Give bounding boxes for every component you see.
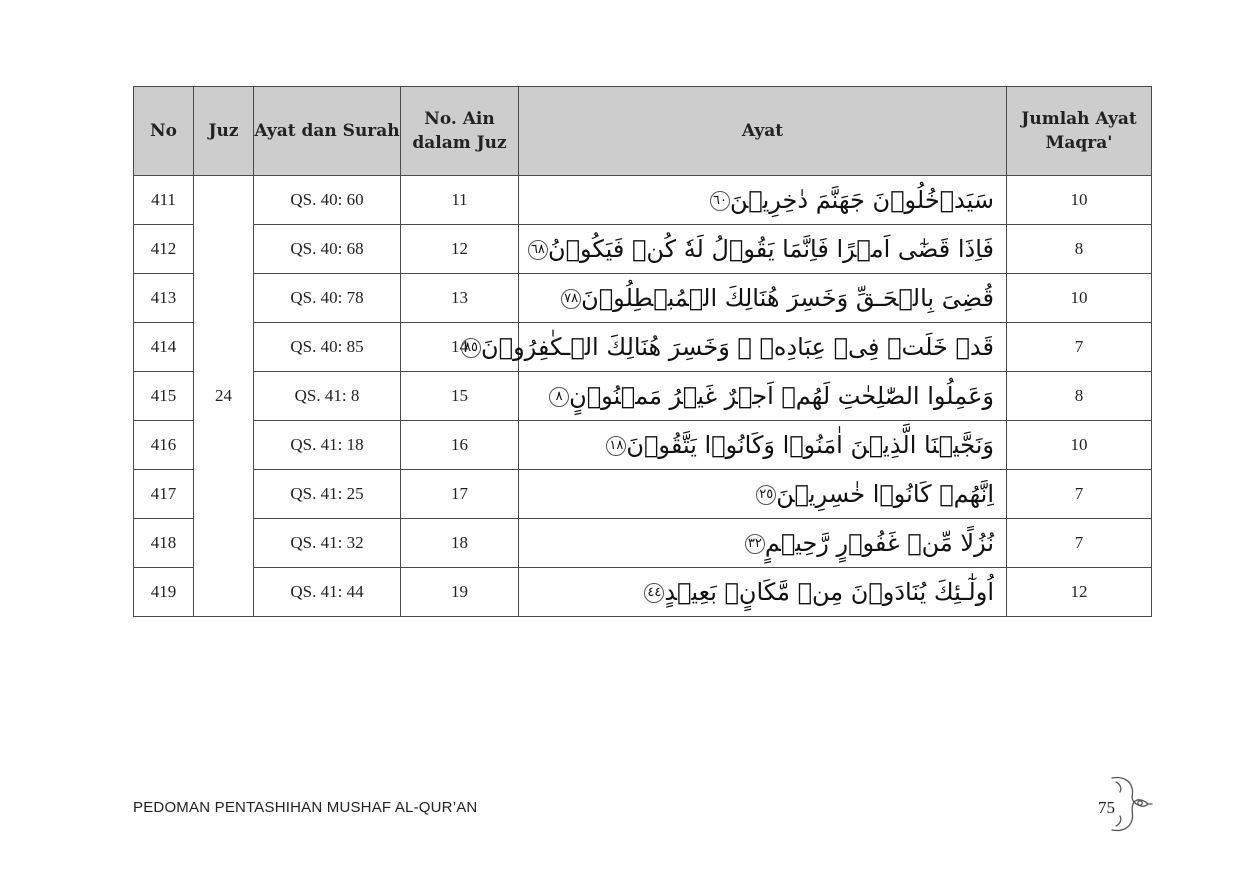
table-row — [134, 176, 1152, 225]
header-no-ain-line2: dalam Juz — [412, 133, 507, 153]
row-no: 412 — [134, 225, 194, 274]
ayat-text: سَيَدۡخُلُوۡنَ جَهَنَّمَ دٰخِرِيۡنَ — [729, 186, 994, 214]
table-header-row — [134, 87, 1152, 176]
table-row — [134, 519, 1152, 568]
table-row — [134, 568, 1152, 617]
ayah-end-marker: ٨ — [549, 387, 569, 407]
row-ain: 12 — [401, 225, 519, 274]
row-surah: QS. 41: 25 — [254, 470, 401, 519]
header-no: No — [134, 87, 194, 176]
footer-book-title: PEDOMAN PENTASHIHAN MUSHAF AL-QUR’AN — [133, 799, 478, 816]
row-no: 416 — [134, 421, 194, 470]
row-surah: QS. 41: 32 — [254, 519, 401, 568]
ayat-text: وَنَجَّيۡنَا الَّذِيۡنَ اٰمَنُوۡا وَكَانُوۡا يَتَّقُوۡنَ — [626, 431, 994, 459]
header-juz: Juz — [194, 87, 254, 176]
row-ain: 18 — [401, 519, 519, 568]
row-no: 413 — [134, 274, 194, 323]
row-no: 415 — [134, 372, 194, 421]
maqra-table — [133, 86, 1152, 617]
row-ayat — [519, 176, 1007, 225]
ayat-text: قُضِىَ بِالۡحَـقِّ وَخَسِرَ هُنَالِكَ الۡمُبۡطِلُوۡنَ — [581, 284, 994, 312]
ayah-end-marker: ٢٥ — [756, 485, 776, 505]
row-ayat — [519, 225, 1007, 274]
row-surah: QS. 41: 8 — [254, 372, 401, 421]
ayat-text: وَعَمِلُوا الصّٰلِحٰتِ لَهُمۡ اَجۡرٌ غَيۡرُ مَمۡنُوۡنٍ — [569, 382, 994, 410]
header-no-ain-line1: No. Ain — [424, 109, 495, 129]
row-jumlah: 8 — [1007, 225, 1152, 274]
juz-cell: 24 — [194, 176, 254, 617]
ayah-end-marker: ٣٢ — [745, 534, 765, 554]
header-ayat-dan-surah: Ayat dan Surah — [254, 87, 401, 176]
row-jumlah: 10 — [1007, 176, 1152, 225]
row-ayat — [519, 519, 1007, 568]
row-surah: QS. 41: 18 — [254, 421, 401, 470]
row-surah: QS. 41: 44 — [254, 568, 401, 617]
row-no: 418 — [134, 519, 194, 568]
row-no: 419 — [134, 568, 194, 617]
row-ain: 13 — [401, 274, 519, 323]
header-jumlah-ayat — [1007, 87, 1152, 176]
row-ayat — [519, 372, 1007, 421]
header-ayat: Ayat — [519, 87, 1007, 176]
ayah-end-marker: ٤٤ — [644, 583, 664, 603]
table-row — [134, 421, 1152, 470]
ayah-end-marker: ٧٨ — [561, 289, 581, 309]
row-ain: 11 — [401, 176, 519, 225]
row-jumlah: 8 — [1007, 372, 1152, 421]
table-row — [134, 274, 1152, 323]
ayah-end-marker: ٦٠ — [710, 191, 730, 211]
header-jumlah-line1: Jumlah Ayat — [1021, 109, 1137, 129]
row-jumlah: 7 — [1007, 519, 1152, 568]
header-jumlah-line2: Maqra' — [1045, 133, 1113, 153]
row-surah: QS. 40: 60 — [254, 176, 401, 225]
row-ayat — [519, 470, 1007, 519]
ayah-end-marker: ٦٨ — [528, 240, 548, 260]
row-no: 414 — [134, 323, 194, 372]
row-jumlah: 10 — [1007, 274, 1152, 323]
row-jumlah: 7 — [1007, 323, 1152, 372]
page-number: 75 — [1098, 798, 1115, 817]
table-row — [134, 470, 1152, 519]
row-surah: QS. 40: 85 — [254, 323, 401, 372]
ayah-end-marker: ٨٥ — [461, 338, 481, 358]
table-row — [134, 372, 1152, 421]
row-jumlah: 12 — [1007, 568, 1152, 617]
row-surah: QS. 40: 78 — [254, 274, 401, 323]
row-no: 417 — [134, 470, 194, 519]
ayat-text: اِنَّهُمۡ كَانُوۡا خٰسِرِيۡنَ — [776, 480, 994, 508]
row-ain: 16 — [401, 421, 519, 470]
row-ain: 14 — [401, 323, 519, 372]
row-ain: 17 — [401, 470, 519, 519]
table-row — [134, 323, 1152, 372]
row-no: 411 — [134, 176, 194, 225]
row-ayat — [519, 568, 1007, 617]
ayat-text: اُولٰٓـئِكَ يُنَادَوۡنَ مِنۡ مَّكَانٍۢ بَعِيۡدٍ — [664, 578, 994, 606]
ayah-end-marker: ١٨ — [606, 436, 626, 456]
ayat-text: نُزُلًا مِّنۡ غَفُوۡرٍ رَّحِيۡمٍ — [764, 529, 994, 557]
table-row — [134, 225, 1152, 274]
row-surah: QS. 40: 68 — [254, 225, 401, 274]
row-ayat — [519, 274, 1007, 323]
row-ayat — [519, 421, 1007, 470]
row-ain: 19 — [401, 568, 519, 617]
row-ayat — [464, 323, 1007, 372]
row-jumlah: 7 — [1007, 470, 1152, 519]
row-jumlah: 10 — [1007, 421, 1152, 470]
row-ain: 15 — [401, 372, 519, 421]
ayat-text: قَدۡ خَلَتۡ فِىۡ عِبَادِهٖ‌ ۚ وَخَسِرَ هُنَالِكَ الۡـكٰفِرُوۡنَ — [481, 333, 994, 361]
ayat-text: فَاِذَا قَضٰٓى اَمۡرًا فَاِنَّمَا يَقُوۡلُ لَهٗ كُنۡ فَيَكُوۡنُ — [547, 235, 994, 263]
page-corner-ornament-icon — [1108, 774, 1154, 834]
header-no-ain — [401, 87, 519, 176]
